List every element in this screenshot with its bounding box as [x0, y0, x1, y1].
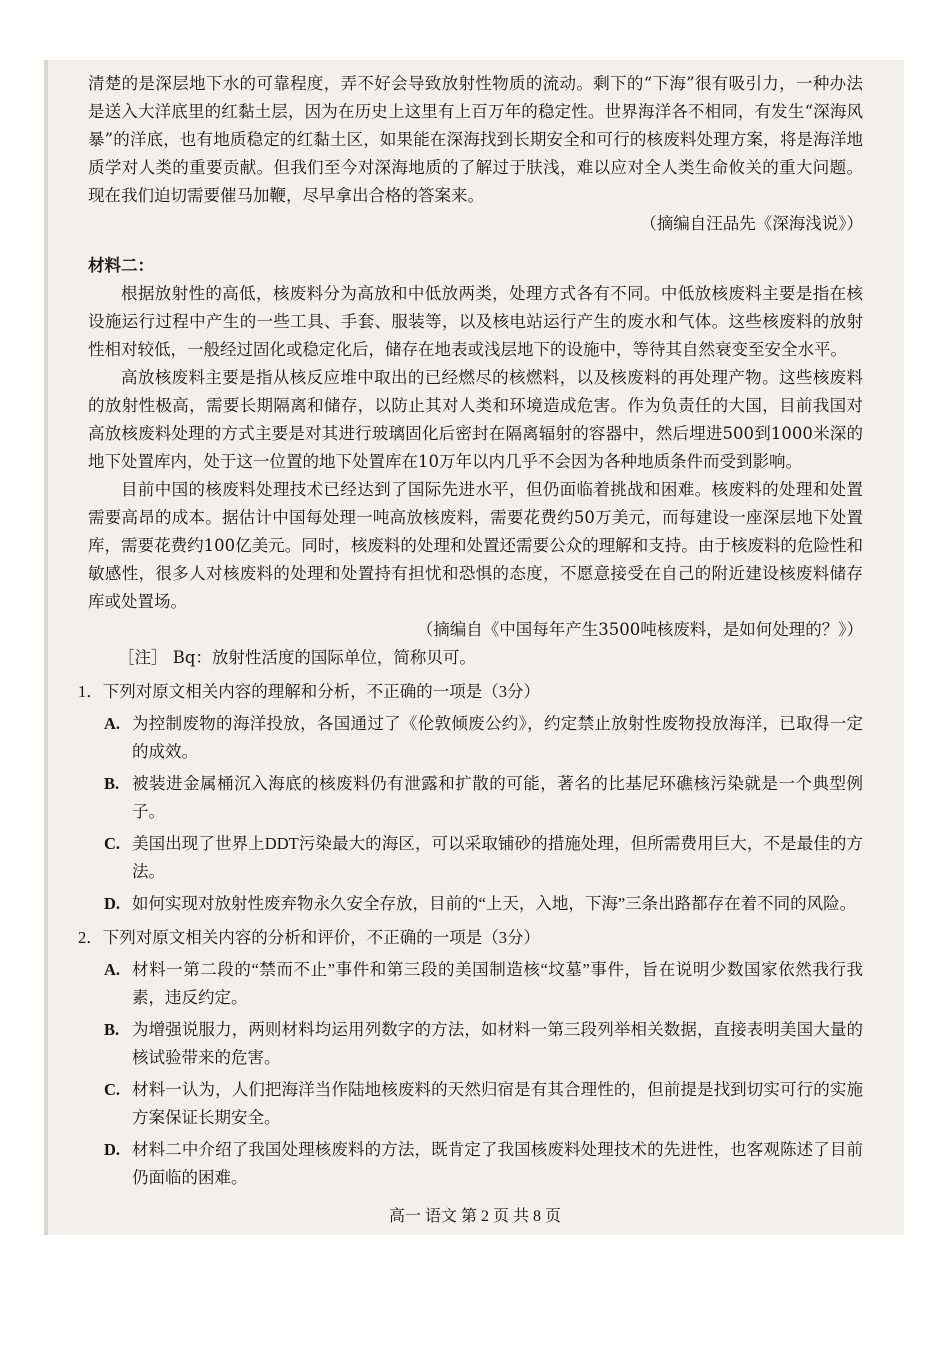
- material-two-paragraph: 根据放射性的高低，核废料分为高放和中低放两类，处理方式各有不同。中低放核废料主要是指在核设施运行过程中产生的一些工具、手套、服装等，以及核电站运行产生的废水和气体。这些核废料的放射性相对较低，一般经过固化或稳定化后，储存在地表或浅层地下的设施中，等待其自然衰变至安全水平。: [88, 284, 863, 359]
- material-one-tail: 清楚的是深层地下水的可靠程度，弄不好会导致放射性物质的流动。剩下的“下海”很有吸引力，一种办法是送入大洋底里的红黏土层，因为在历史上这里有上百万年的稳定性。世界海洋各不相同，有发生“深海风暴”的洋底，也有地质稳定的红黏土区，如果能在深海找到长期安全和可行的核废料处理方案，将是海洋地质学对人类的重要贡献。但我们至今对深海地质的了解过于肤浅，难以应对全人类生命攸关的重大问题。现在我们迫切需要催马加鞭，尽早拿出合格的答案来。: [88, 74, 863, 205]
- option-text: 为增强说服力，两则材料均运用列数字的方法，如材料一第三段列举相关数据，直接表明美国大量的核试验带来的危害。: [132, 1020, 863, 1067]
- material-two-heading: 材料二：: [88, 256, 154, 275]
- option-letter: A.: [104, 714, 121, 733]
- option-letter: B.: [104, 774, 120, 793]
- option-letter: C.: [104, 834, 121, 853]
- material-two-source: （摘编自《中国每年产生3500吨核废料，是如何处理的？》）: [416, 620, 863, 639]
- question-2: [78, 924, 863, 1192]
- material-two-paragraph: 高放核废料主要是指从核反应堆中取出的已经燃尽的核燃料，以及核废料的再处理产物。这些核废料的放射性极高，需要长期隔离和储存，以防止其对人类和环境造成危害。作为负责任的大国，目前我国对高放核废料处理的方式主要是对其进行玻璃固化后密封在隔离辐射的容器中，然后埋进500到1000米深的地下处置库内，处于这一位置的地下处置库在10万年以内几乎不会因为各种地质条件而受到影响。: [88, 368, 863, 471]
- option-text: 材料二中介绍了我国处理核废料的方法，既肯定了我国核废料处理技术的先进性，也客观陈述了目前仍面临的困难。: [132, 1140, 863, 1187]
- option-text: 材料一第二段的“禁而不止”事件和第三段的美国制造核“坟墓”事件，旨在说明少数国家依然我行我素，违反约定。: [132, 960, 863, 1007]
- question-stem: 2．下列对原文相关内容的分析和评价，不正确的一项是（3分）: [78, 928, 540, 947]
- page-footer: 高一 语文 第 2 页 共 8 页: [388, 1208, 561, 1225]
- page-content: [78, 70, 863, 1192]
- option-text: 如何实现对放射性废弃物永久安全存放，目前的“上天，入地，下海”三条出路都存在着不同的风险。: [132, 894, 857, 913]
- option-text: 被装进金属桶沉入海底的核废料仍有泄露和扩散的可能，著名的比基尼环礁核污染就是一个典型例子。: [132, 774, 863, 821]
- option-letter: D.: [104, 1140, 121, 1159]
- option-b[interactable]: [104, 770, 863, 826]
- option-c[interactable]: [104, 830, 863, 886]
- option-b[interactable]: [104, 1016, 863, 1072]
- option-letter: B.: [104, 1020, 120, 1039]
- option-letter: D.: [104, 894, 121, 913]
- option-text: 为控制废物的海洋投放，各国通过了《伦敦倾废公约》，约定禁止放射性废物投放海洋，已取得一定的成效。: [132, 714, 863, 761]
- option-text: 美国出现了世界上DDT污染最大的海区，可以采取铺砂的措施处理，但所需费用巨大，不是最佳的方法。: [132, 834, 863, 881]
- option-d[interactable]: [104, 890, 863, 918]
- material-one-source: （摘编自汪品先《深海浅说》）: [640, 214, 863, 233]
- page-edge: [44, 60, 48, 1235]
- option-a[interactable]: [104, 956, 863, 1012]
- option-letter: C.: [104, 1080, 121, 1099]
- option-text: 材料一认为，人们把海洋当作陆地核废料的天然归宿是有其合理性的，但前提是找到切实可行的实施方案保证长期安全。: [132, 1080, 863, 1127]
- question-1: [78, 678, 863, 918]
- option-d[interactable]: [104, 1136, 863, 1192]
- question-stem: 1．下列对原文相关内容的理解和分析，不正确的一项是（3分）: [78, 682, 540, 701]
- option-c[interactable]: [104, 1076, 863, 1132]
- footnote: ［注］ Bq：放射性活度的国际单位，简称贝可。: [118, 648, 476, 667]
- option-letter: A.: [104, 960, 121, 979]
- material-two-paragraph: 目前中国的核废料处理技术已经达到了国际先进水平，但仍面临着挑战和困难。核废料的处理和处置需要高昂的成本。据估计中国每处理一吨高放核废料，需要花费约50万美元，而每建设一座深层地下处置库，需要花费约100亿美元。同时，核废料的处理和处置还需要公众的理解和支持。由于核废料的危险性和敏感性，很多人对核废料的处理和处置持有担忧和恐惧的态度，不愿意接受在自己的附近建设核废料储存库或处置场。: [88, 480, 863, 611]
- option-a[interactable]: [104, 710, 863, 766]
